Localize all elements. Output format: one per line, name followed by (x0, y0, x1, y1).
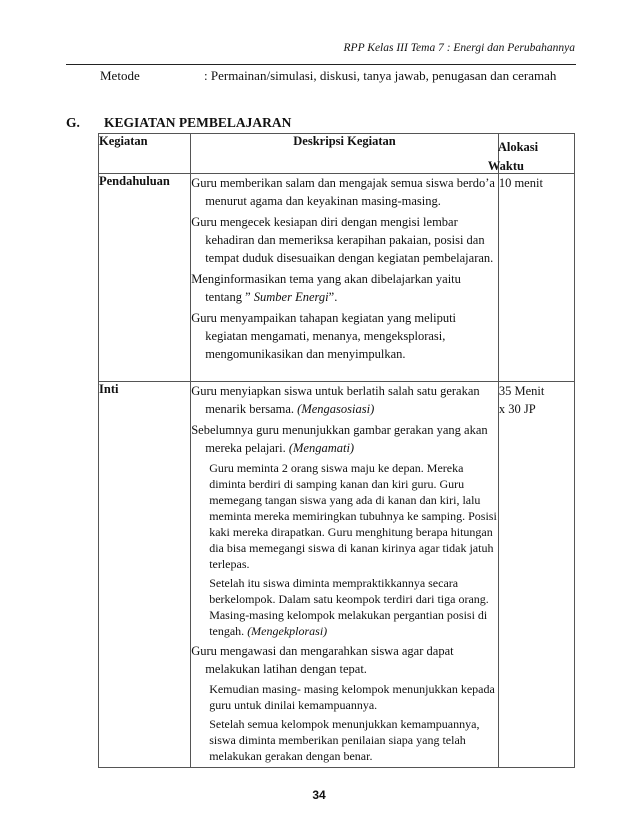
metode-label: Metode (100, 68, 140, 83)
activity-item: Guru meminta 2 orang siswa maju ke depan. Mereka diminta berdiri di samping kanan dan kiri guru. Guru memegang tangan siswa yang ada di kanan dan kiri, lalu meminta mereka memiringkan tubuhnya ke samping. Posisi kaki mereka dirapatkan. Guru menghitung berapa hitungan dia bisa memegangi siswa di kanan kirinya agar tidak jatuh terlepas. (209, 461, 497, 571)
row-kegiatan: Inti (99, 382, 191, 768)
activity-item: Guru mengecek kesiapan diri dengan mengisi lembar kehadiran dan memeriksa kerapihan pakaian, posisi dan tempat duduk disesuaikan dengan kegiatan pembelajaran. (191, 215, 494, 265)
table-header-row (99, 134, 575, 174)
header-alokasi-line2: Waktu (487, 159, 524, 173)
row-waktu: 35 Menit x 30 JP (498, 382, 574, 768)
header-alokasi-line1: Alokasi (497, 140, 539, 154)
header-kegiatan: Kegiatan (99, 134, 191, 174)
header-rule (66, 64, 576, 65)
metode-value: : Permainan/simulasi, diskusi, tanya jawab, penugasan dan ceramah (204, 68, 557, 83)
row-deskripsi (191, 174, 499, 382)
activity-item: Guru menyiapkan siswa untuk berlatih salah satu gerakan menarik bersama. (Mengasosiasi) (191, 384, 480, 416)
table-row (99, 382, 575, 768)
header-deskripsi: Deskripsi Kegiatan (191, 134, 499, 174)
row-deskripsi (191, 382, 499, 768)
activity-table (98, 133, 575, 768)
row-kegiatan: Pendahuluan (99, 174, 191, 382)
activity-item: Guru memberikan salam dan mengajak semua siswa berdo’a menurut agama dan keyakinan masing-masing. (191, 176, 495, 208)
section-letter: G. (66, 115, 80, 130)
table-row (99, 174, 575, 382)
activity-item: Menginformasikan tema yang akan dibelajarkan yaitu tentang ” Sumber Energi”. (191, 272, 461, 304)
activity-item: Kemudian masing- masing kelompok menunjukkan kepada guru untuk dinilai kemampuannya. (209, 682, 495, 712)
row-waktu: 10 menit (498, 174, 574, 382)
section-title: KEGIATAN PEMBELAJARAN (104, 115, 292, 130)
activity-item: Guru menyampaikan tahapan kegiatan yang meliputi kegiatan mengamati, menanya, mengeksplorasi, mengomunikasikan dan menyimpulkan. (191, 311, 457, 361)
activity-item: Setelah semua kelompok menunjukkan kemampuannya, siswa diminta memberikan penilaian siapa yang telah melakukan gerakan dengan benar. (209, 717, 480, 763)
activity-item: Setelah itu siswa diminta mempraktikkannya secara berkelompok. Dalam satu keompok terdiri dari tiga orang. Masing-masing kelompok melakukan pergantian posisi di tengah. (Mengekplorasi) (209, 576, 489, 638)
header-alokasi (487, 134, 574, 174)
page-number: 34 (312, 788, 326, 802)
activity-item: Guru mengawasi dan mengarahkan siswa agar dapat melakukan latihan dengan tepat. (191, 644, 454, 676)
running-header: RPP Kelas III Tema 7 : Energi dan Perubahannya (343, 42, 575, 54)
activity-item: Sebelumnya guru menunjukkan gambar gerakan yang akan mereka pelajari. (Mengamati) (191, 423, 488, 455)
